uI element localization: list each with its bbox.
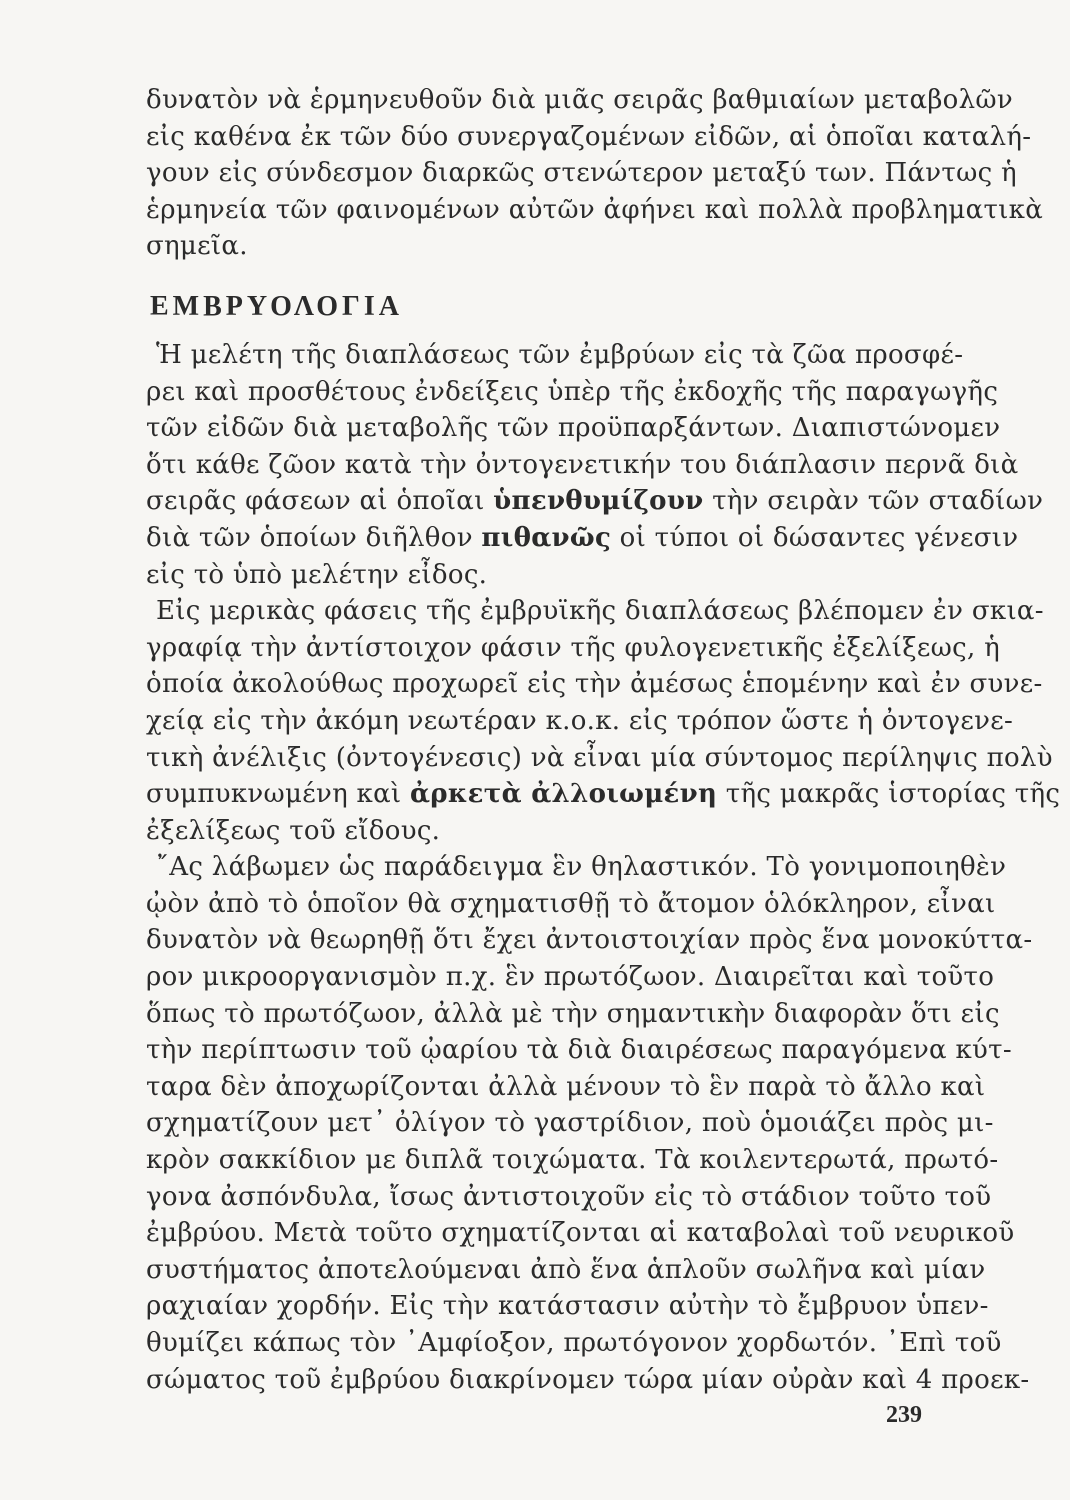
text-segment: τὴν σειρὰν τῶν σταδίων bbox=[712, 486, 1044, 517]
text-segment: διὰ τῶν ὁποίων διῆλθον bbox=[146, 522, 473, 553]
paragraph-3 bbox=[146, 849, 1033, 1398]
text-line: δυνατὸν νὰ ἑρμηνευθοῦν διὰ μιᾶς σειρᾶς βαθμιαίων μεταβολῶν bbox=[146, 85, 1013, 115]
text-segment: συμπυκνωμένη καὶ bbox=[146, 779, 402, 810]
text-line: τικὴ ἀνέλιξις (ὀντογένεσις) νὰ εἶναι μία σύντομος περίληψις πολὺ bbox=[146, 742, 1053, 773]
text-line: γονα ἀσπόνδυλα, ἴσως ἀντιστοιχοῦν εἰς τὸ στάδιον τοῦτο τοῦ bbox=[146, 1181, 992, 1212]
text-line: ὅπως τὸ πρωτόζωον, ἀλλὰ μὲ τὴν σημαντικὴν διαφορὰν ὅτι εἰς bbox=[146, 998, 1000, 1029]
text-segment: οἱ τύποι οἱ δώσαντες γένεσιν bbox=[619, 522, 1019, 553]
text-line: ρει καὶ προσθέτους ἐνδείξεις ὑπὲρ τῆς ἐκδοχῆς τῆς παραγωγῆς bbox=[146, 376, 999, 407]
text-line: ὅτι κάθε ζῶον κατὰ τὴν ὀντογενετικήν του διάπλασιν περνᾶ διὰ bbox=[146, 449, 1019, 480]
text-line: γουν εἰς σύνδεσμον διαρκῶς στενώτερον μεταξύ των. Πάντως ἡ bbox=[146, 158, 1017, 189]
text-line: τὴν περίπτωσιν τοῦ ᾠαρίου τὰ διὰ διαιρέσεως παραγόμενα κύτ- bbox=[146, 1035, 1012, 1066]
text-line: ταρα δὲν ἀποχωρίζονται ἀλλὰ μένουν τὸ ἓν παρὰ τὸ ἄλλο καὶ bbox=[146, 1071, 986, 1102]
page-text bbox=[146, 82, 1061, 1398]
text-line: ῎Ας λάβωμεν ὡς παράδειγμα ἓν θηλαστικόν. Τὸ γονιμοποιηθὲν bbox=[156, 852, 1007, 883]
emphasized-text: ἀρκετὰ ἀλλοιωμένη bbox=[410, 779, 718, 810]
text-line: συστήματος ἀποτελούμεναι ἀπὸ ἕνα ἁπλοῦν σωλῆνα καὶ μίαν bbox=[146, 1254, 986, 1285]
text-line: τῶν εἰδῶν διὰ μεταβολῆς τῶν προϋπαρξάντων. Διαπιστώνομεν bbox=[146, 413, 1001, 444]
text-line bbox=[146, 520, 1019, 557]
text-line: δυνατὸν νὰ θεωρηθῇ ὅτι ἔχει ἀντοιστοιχίαν πρὸς ἕνα μονοκύττα- bbox=[146, 925, 1033, 956]
text-line: θυμίζει κάπως τὸν ᾿Αμφίοξον, πρωτόγονον χορδωτόν. ᾿Επὶ τοῦ bbox=[146, 1328, 1002, 1358]
text-line: εἰς καθένα ἐκ τῶν δύο συνεργαζομένων εἰδῶν, αἱ ὁποῖαι καταλή- bbox=[146, 121, 1032, 152]
text-segment: τῆς μακρᾶς ἱστορίας τῆς bbox=[725, 779, 1061, 810]
paragraph-1 bbox=[146, 337, 1044, 593]
text-line: εἰς τὸ ὑπὸ μελέτην εἶδος. bbox=[146, 559, 488, 590]
text-line: σώματος τοῦ ἐμβρύου διακρίνομεν τώρα μίαν οὐρὰν καὶ 4 προεκ- bbox=[146, 1364, 1030, 1395]
section-heading: ΕΜΒΡΥΟΛΟΓΙΑ bbox=[150, 290, 403, 322]
paragraph-2 bbox=[146, 593, 1061, 849]
text-line: ὁποία ἀκολούθως προχωρεῖ εἰς τὴν ἀμέσως ἑπομένην καὶ ἐν συνε- bbox=[146, 669, 1043, 700]
text-line: σημεῖα. bbox=[146, 231, 248, 262]
text-line: ἑρμηνεία τῶν φαινομένων αὐτῶν ἀφήνει καὶ πολλὰ προβληματικὰ bbox=[146, 194, 1044, 225]
text-line: σχηματίζουν μετ᾽ ὀλίγον τὸ γαστρίδιον, ποὺ ὁμοιάζει πρὸς μι- bbox=[146, 1108, 994, 1139]
text-line bbox=[146, 483, 1044, 520]
text-segment: σειρᾶς φάσεων αἱ ὁποῖαι bbox=[146, 486, 485, 517]
text-line bbox=[146, 776, 1061, 813]
text-line: ἐμβρύου. Μετὰ τοῦτο σχηματίζονται αἱ καταβολαὶ τοῦ νευρικοῦ bbox=[146, 1218, 1015, 1249]
text-line: χείᾳ εἰς τὴν ἀκόμη νεωτέραν κ.ο.κ. εἰς τρόπον ὥστε ἡ ὀντογενε- bbox=[146, 705, 1014, 736]
text-line: ρον μικροοργανισμὸν π.χ. ἓν πρωτόζωον. Διαιρεῖται καὶ τοῦτο bbox=[146, 962, 995, 993]
page-number: 239 bbox=[886, 1402, 922, 1428]
opening-paragraph bbox=[146, 82, 1044, 265]
emphasized-text: πιθανῶς bbox=[481, 522, 612, 553]
text-line: κρὸν σακκίδιον με διπλᾶ τοιχώματα. Τὰ κοιλεντερωτά, πρωτό- bbox=[146, 1145, 999, 1176]
text-line: ἐξελίξεως τοῦ εἴδους. bbox=[146, 815, 441, 846]
text-line: ᾠὸν ἀπὸ τὸ ὁποῖον θὰ σχηματισθῇ τὸ ἄτομον ὁλόκληρον, εἶναι bbox=[146, 888, 996, 919]
text-line: Εἰς μερικὰς φάσεις τῆς ἐμβρυϊκῆς διαπλάσεως βλέπομεν ἐν σκια- bbox=[156, 596, 1044, 627]
text-line: ραχιαίαν χορδήν. Εἰς τὴν κατάστασιν αὐτὴν τὸ ἔμβρυον ὑπεν- bbox=[146, 1291, 989, 1322]
text-line: Ἡ μελέτη τῆς διαπλάσεως τῶν ἐμβρύων εἰς τὰ ζῶα προσφέ- bbox=[156, 339, 964, 370]
text-line: γραφίᾳ τὴν ἀντίστοιχον φάσιν τῆς φυλογενετικῆς ἐξελίξεως, ἡ bbox=[146, 632, 1001, 663]
emphasized-text: ὑπενθυμίζουν bbox=[493, 486, 704, 517]
